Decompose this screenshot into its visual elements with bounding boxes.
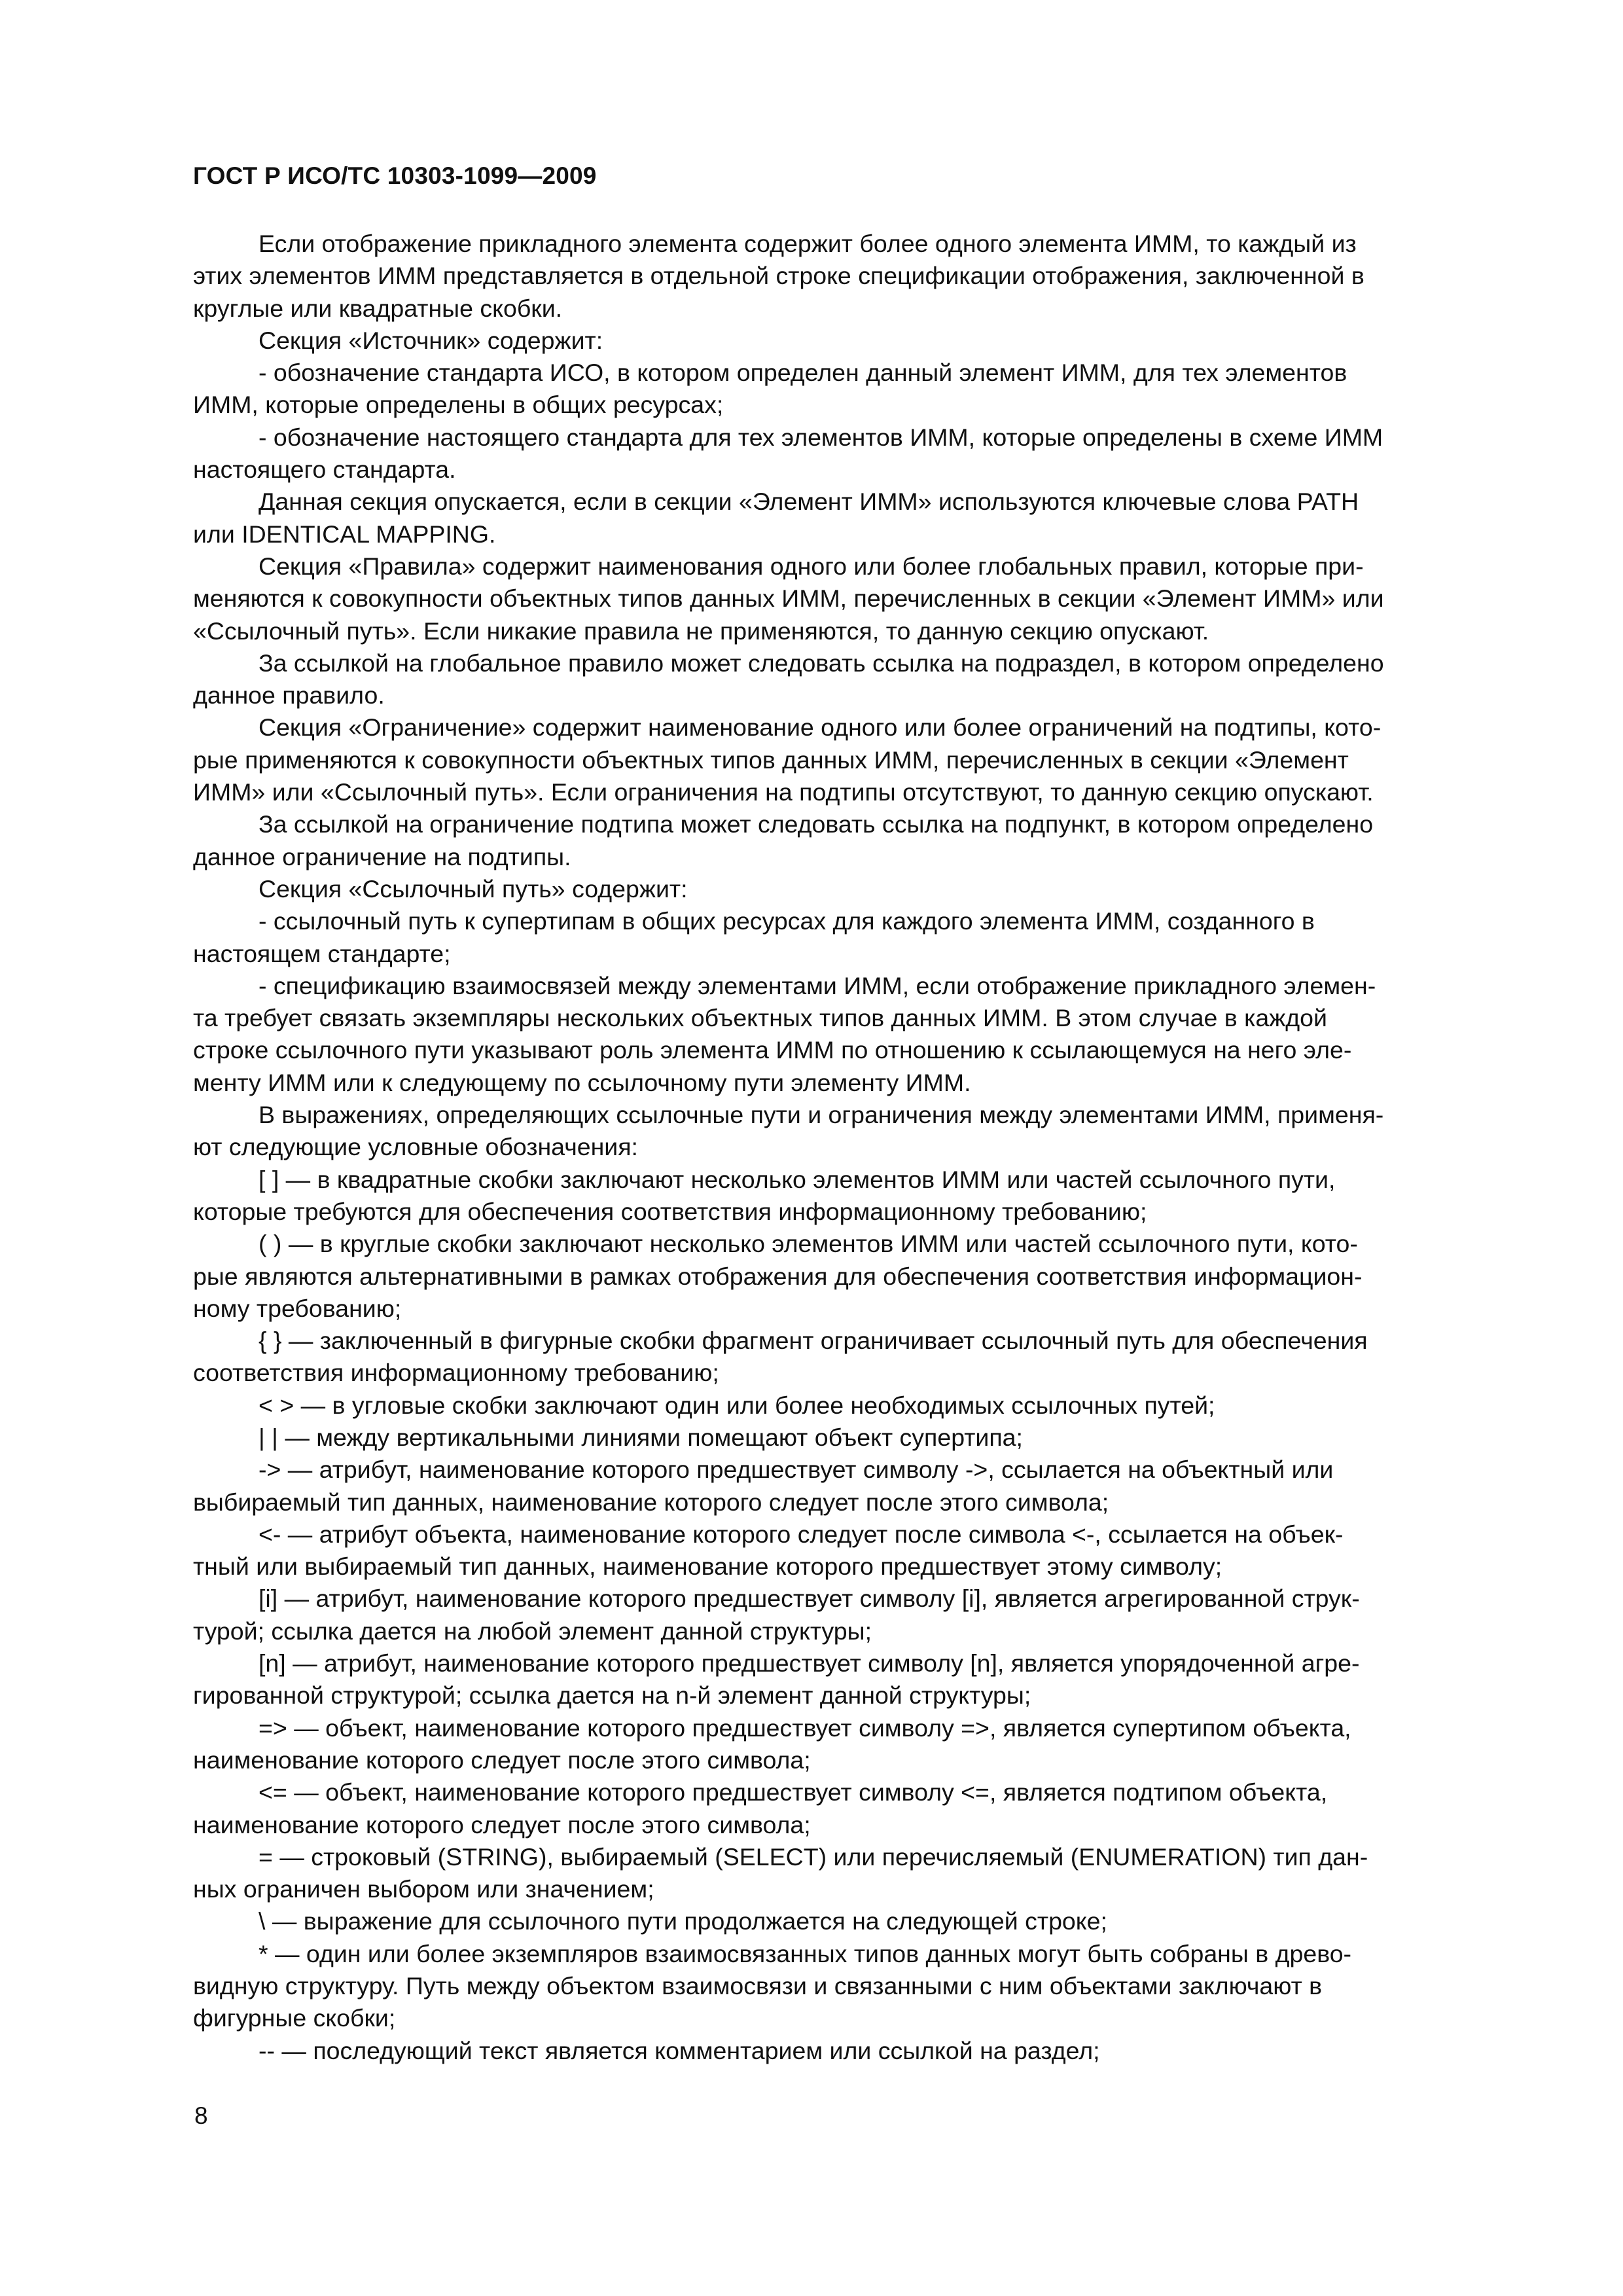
paragraph: <- — атрибут объекта, наименование которого следует после символа <-, ссылается на объек- тный или выбираемый тип данных, наименование которого предшествует этому символу; (193, 1520, 1344, 1581)
document-header: ГОСТ Р ИСО/ТС 10303-1099—2009 (193, 162, 597, 189)
paragraph: \ — выражение для ссылочного пути продолжается на следующей строке; (259, 1907, 1107, 1935)
paragraph: Если отображение прикладного элемента содержит более одного элемента ИММ, то каждый из этих элементов ИММ представляется в отдельной строке спецификации отображения, заключенной в круглые или квадратные скобки. (193, 230, 1364, 322)
paragraph: => — объект, наименование которого предшествует символу =>, является супертипом объекта, наименование которого следует после этого символа; (193, 1713, 1351, 1774)
paragraph: - обозначение стандарта ИСО, в котором определен данный элемент ИММ, для тех элементов ИММ, которые определены в общих ресурсах; (193, 359, 1347, 419)
paragraph: В выражениях, определяющих ссылочные пути и ограничения между элементами ИММ, применя- ют следующие условные обозначения: (193, 1101, 1384, 1161)
paragraph: Секция «Источник» содержит: (259, 326, 603, 354)
paragraph: - ссылочный путь к супертипам в общих ресурсах для каждого элемента ИММ, созданного в настоящем стандарте; (193, 907, 1315, 967)
paragraph: * — один или более экземпляров взаимосвязанных типов данных могут быть собраны в древо- видную структуру. Путь между объектом взаимосвязи и связанными с ним объектами заключают в фигурные скобки; (193, 1939, 1352, 2032)
paragraph: -> — атрибут, наименование которого предшествует символу ->, ссылается на объектный или выбираемый тип данных, наименование которого следует после этого символа; (193, 1456, 1334, 1516)
paragraph: <= — объект, наименование которого предшествует символу <=, является подтипом объекта, наименование которого следует после этого символа; (193, 1778, 1328, 1839)
paragraph: Данная секция опускается, если в секции «Элемент ИММ» используются ключевые слова PATH или IDENTICAL MAPPING. (193, 488, 1359, 548)
paragraph: [ ] — в квадратные скобки заключают несколько элементов ИММ или частей ссылочного пути, которые требуются для обеспечения соответствия информационному требованию; (193, 1165, 1336, 1225)
paragraph: -- — последующий текст является комментарием или ссылкой на раздел; (259, 2036, 1100, 2064)
paragraph: ( ) — в круглые скобки заключают несколько элементов ИММ или частей ссылочного пути, кото- рые являются альтернативными в рамках отображения для обеспечения соответствия информацион- ному требованию; (193, 1230, 1363, 1322)
paragraph: [n] — атрибут, наименование которого предшествует символу [n], является упорядоченной агре- гированной структурой; ссылка дается на n-й элемент данной структуры; (193, 1649, 1360, 1710)
paragraph: За ссылкой на ограничение подтипа может следовать ссылка на подпункт, в котором определено данное ограничение на подтипы. (193, 810, 1374, 870)
paragraph: = — строковый (STRING), выбираемый (SELECT) или перечисляемый (ENUMERATION) тип дан- ных ограничен выбором или значением; (193, 1842, 1368, 1903)
paragraph: За ссылкой на глобальное правило может следовать ссылка на подраздел, в котором определено данное правило. (193, 649, 1384, 709)
page-number: 8 (194, 2102, 208, 2129)
paragraph: Секция «Ограничение» содержит наименование одного или более ограничений на подтипы, кото- рые применяются к совокупности объектных типов данных ИММ, перечисленных в секции «Элемент ИММ» или «Ссылочный путь». Если ограничения на подтипы отсутствуют, то данную секцию опускают. (193, 713, 1382, 806)
paragraph: Секция «Ссылочный путь» содержит: (259, 874, 688, 903)
paragraph: { } — заключенный в фигурные скобки фрагмент ограничивает ссылочный путь для обеспечения соответствия информационному требованию; (193, 1327, 1368, 1387)
paragraph: | | — между вертикальными линиями помещают объект супертипа; (259, 1423, 1023, 1451)
paragraph: [i] — атрибут, наименование которого предшествует символу [i], является агрегированной струк- турой; ссылка дается на любой элемент данной структуры; (193, 1585, 1360, 1645)
paragraph: < > — в угловые скобки заключают один или более необходимых ссылочных путей; (259, 1391, 1215, 1419)
body-text (193, 228, 1495, 2067)
paragraph: - обозначение настоящего стандарта для тех элементов ИММ, которые определены в схеме ИММ настоящего стандарта. (193, 423, 1383, 484)
paragraph: Секция «Правила» содержит наименования одного или более глобальных правил, которые при- меняются к совокупности объектных типов данных ИММ, перечисленных в секции «Элемент ИММ» или «Ссылочный путь». Если никакие правила не применяются, то данную секцию опускают. (193, 552, 1384, 645)
paragraph: - спецификацию взаимосвязей между элементами ИММ, если отображение прикладного элемен- та требует связать экземпляры нескольких объектных типов данных ИММ. В этом случае в каждой строке ссылочного пути указывают роль элемента ИММ по отношению к ссылающемуся на него эле- менту ИММ или к следующему по ссылочному пути элементу ИММ. (193, 971, 1376, 1096)
